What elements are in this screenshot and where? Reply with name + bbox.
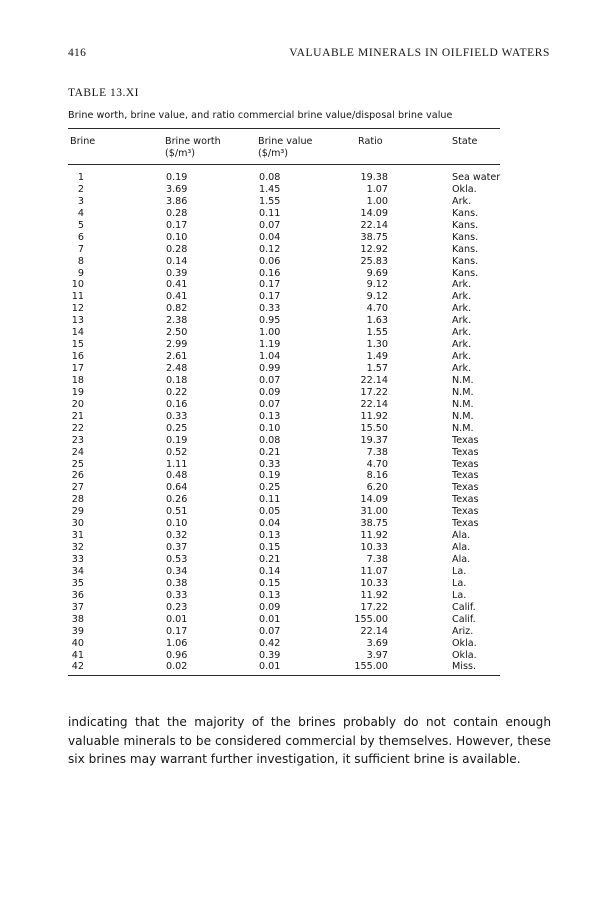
running-title: VALUABLE MINERALS IN OILFIELD WATERS: [289, 47, 550, 59]
column-header-ratio-label: Ratio: [358, 136, 383, 147]
table-bottom-rule: [68, 675, 500, 676]
cell-ratio: 3.97: [366, 649, 388, 661]
cell-ratio: 1.63: [366, 315, 388, 327]
cell-state: Texas: [452, 518, 479, 530]
cell-brine-number: 2: [77, 183, 84, 195]
cell-brine-number: 20: [71, 398, 84, 410]
cell-ratio: 3.69: [366, 637, 388, 649]
cell-brine-worth: 1.06: [166, 637, 188, 649]
cell-brine-value: 0.11: [259, 494, 281, 506]
cell-brine-number: 6: [77, 231, 84, 243]
cell-brine-value: 0.01: [259, 613, 281, 625]
cell-brine-number: 39: [71, 625, 84, 637]
cell-brine-value: 0.12: [259, 243, 281, 255]
table-row: [68, 256, 500, 268]
cell-state: N.M.: [452, 374, 474, 386]
cell-ratio: 11.07: [360, 565, 388, 577]
cell-brine-worth: 2.38: [166, 315, 188, 327]
cell-brine-value: 0.08: [259, 434, 281, 446]
table-row: [68, 399, 500, 411]
cell-brine-number: 24: [71, 446, 84, 458]
cell-brine-value: 1.19: [259, 339, 281, 351]
table-row: [68, 387, 500, 399]
cell-brine-worth: 0.38: [166, 577, 188, 589]
cell-brine-worth: 2.99: [166, 339, 188, 351]
table-row: [68, 220, 500, 232]
cell-ratio: 12.92: [360, 243, 388, 255]
cell-state: Ark.: [452, 291, 472, 303]
cell-brine-number: 22: [71, 422, 84, 434]
cell-state: Kans.: [452, 243, 479, 255]
table-row: [68, 566, 500, 578]
cell-brine-worth: 0.18: [166, 374, 188, 386]
cell-state: Ala.: [452, 542, 471, 554]
cell-ratio: 6.20: [366, 482, 388, 494]
cell-brine-number: 30: [71, 518, 84, 530]
cell-brine-worth: 0.33: [166, 410, 188, 422]
cell-brine-worth: 0.26: [166, 494, 188, 506]
cell-ratio: 1.07: [366, 183, 388, 195]
cell-brine-number: 27: [71, 482, 84, 494]
cell-ratio: 31.00: [360, 506, 388, 518]
cell-state: Ala.: [452, 530, 471, 542]
cell-brine-value: 0.21: [259, 554, 281, 565]
cell-state: Ariz.: [452, 625, 474, 637]
cell-ratio: 11.92: [360, 530, 388, 542]
cell-brine-value: 1.55: [259, 195, 281, 207]
cell-ratio: 9.69: [366, 267, 388, 279]
cell-brine-value: 0.42: [259, 637, 281, 649]
cell-brine-value: 0.01: [259, 661, 281, 673]
cell-state: N.M.: [452, 422, 474, 434]
cell-ratio: 1.55: [366, 327, 388, 339]
cell-brine-worth: 0.19: [166, 434, 188, 446]
cell-brine-worth: 0.10: [166, 231, 188, 243]
cell-brine-value: 0.16: [259, 267, 281, 279]
cell-state: La.: [452, 589, 467, 601]
table-row: [68, 268, 500, 280]
cell-brine-number: 11: [71, 291, 84, 303]
cell-brine-number: 21: [71, 410, 84, 422]
cell-brine-value: 0.17: [259, 291, 281, 303]
cell-state: Ark.: [452, 303, 472, 315]
cell-brine-value: 1.00: [259, 327, 281, 339]
cell-brine-number: 28: [71, 494, 84, 506]
table-row: [68, 470, 500, 482]
cell-brine-worth: 0.34: [166, 565, 188, 577]
cell-ratio: 15.50: [360, 422, 388, 434]
table-row: [68, 459, 500, 471]
cell-brine-number: 19: [71, 386, 84, 398]
cell-brine-worth: 0.48: [166, 470, 188, 482]
column-header-state-label: State: [452, 136, 478, 147]
cell-ratio: 9.12: [366, 291, 388, 303]
cell-brine-number: 42: [71, 661, 84, 673]
cell-brine-worth: 0.23: [166, 601, 188, 613]
cell-brine-value: 0.07: [259, 625, 281, 637]
cell-brine-worth: 2.61: [166, 351, 188, 363]
cell-brine-value: 0.21: [259, 446, 281, 458]
table-row: [68, 530, 500, 542]
cell-brine-worth: 0.17: [166, 219, 188, 231]
cell-state: Texas: [452, 434, 479, 446]
cell-state: Ark.: [452, 279, 472, 291]
table-row: [68, 351, 500, 363]
cell-brine-worth: 0.01: [166, 613, 188, 625]
cell-ratio: 1.57: [366, 363, 388, 374]
cell-brine-number: 31: [71, 530, 84, 542]
table-row: [68, 506, 500, 518]
cell-state: Texas: [452, 494, 479, 506]
cell-brine-number: 10: [71, 279, 84, 291]
cell-brine-value: 0.14: [259, 565, 281, 577]
cell-brine-number: 25: [71, 458, 84, 470]
table-row: [68, 590, 500, 602]
cell-ratio: 7.38: [366, 554, 388, 565]
table-row: [68, 482, 500, 494]
cell-brine-worth: 0.16: [166, 398, 188, 410]
cell-brine-number: 17: [71, 363, 84, 374]
cell-brine-number: 7: [77, 243, 84, 255]
cell-brine-number: 32: [71, 542, 84, 554]
cell-brine-value: 0.95: [259, 315, 281, 327]
table-row: [68, 339, 500, 351]
cell-state: Texas: [452, 506, 479, 518]
cell-brine-worth: 0.32: [166, 530, 188, 542]
cell-ratio: 4.70: [366, 303, 388, 315]
cell-state: Calif.: [452, 613, 476, 625]
cell-state: Kans.: [452, 231, 479, 243]
cell-brine-worth: 0.22: [166, 386, 188, 398]
table-row: [68, 661, 500, 673]
cell-brine-value: 0.04: [259, 231, 281, 243]
cell-brine-worth: 0.53: [166, 554, 188, 565]
cell-brine-value: 0.25: [259, 482, 281, 494]
cell-brine-worth: 3.86: [166, 195, 188, 207]
cell-ratio: 22.14: [360, 625, 388, 637]
cell-brine-worth: 0.28: [166, 243, 188, 255]
cell-state: Okla.: [452, 183, 477, 195]
table-row: [68, 435, 500, 447]
cell-brine-number: 37: [71, 601, 84, 613]
table-caption: Brine worth, brine value, and ratio commercial brine value/disposal brine value: [68, 110, 453, 121]
cell-brine-number: 35: [71, 577, 84, 589]
table-row: [68, 363, 500, 375]
table-row: [68, 375, 500, 387]
cell-brine-value: 0.10: [259, 422, 281, 434]
cell-brine-worth: 3.69: [166, 183, 188, 195]
cell-ratio: 9.12: [366, 279, 388, 291]
cell-brine-number: 38: [71, 613, 84, 625]
cell-state: Ark.: [452, 339, 472, 351]
cell-brine-worth: 0.82: [166, 303, 188, 315]
table-row: [68, 518, 500, 530]
table-label: TABLE 13.XI: [68, 87, 140, 99]
cell-state: La.: [452, 577, 467, 589]
table-row: [68, 542, 500, 554]
cell-state: Kans.: [452, 255, 479, 267]
cell-brine-number: 12: [71, 303, 84, 315]
cell-brine-number: 41: [71, 649, 84, 661]
cell-brine-number: 5: [77, 219, 84, 231]
cell-brine-value: 0.05: [259, 506, 281, 518]
cell-ratio: 19.37: [360, 434, 388, 446]
cell-ratio: 7.38: [366, 446, 388, 458]
cell-brine-number: 9: [77, 267, 84, 279]
cell-brine-value: 1.45: [259, 183, 281, 195]
cell-brine-worth: 0.41: [166, 291, 188, 303]
cell-state: Ark.: [452, 327, 472, 339]
cell-brine-value: 0.04: [259, 518, 281, 530]
table-row: [68, 303, 500, 315]
cell-state: N.M.: [452, 398, 474, 410]
cell-brine-value: 0.15: [259, 577, 281, 589]
cell-ratio: 4.70: [366, 458, 388, 470]
cell-ratio: 22.14: [360, 374, 388, 386]
cell-brine-worth: 0.51: [166, 506, 188, 518]
cell-brine-worth: 0.14: [166, 255, 188, 267]
body-paragraph: indicating that the majority of the brines probably do not contain enough valuable minerals to be considered commercial by themselves. However, these six brines may warrant further investigation, it sufficient brine is available.: [68, 715, 551, 766]
cell-state: Calif.: [452, 601, 476, 613]
cell-brine-value: 0.39: [259, 649, 281, 661]
table-row: [68, 327, 500, 339]
table-row: [68, 208, 500, 220]
cell-ratio: 155.00: [354, 613, 388, 625]
cell-brine-number: 14: [71, 327, 84, 339]
cell-state: La.: [452, 565, 467, 577]
cell-brine-value: 0.19: [259, 470, 281, 482]
cell-ratio: 1.00: [366, 195, 388, 207]
cell-state: N.M.: [452, 386, 474, 398]
cell-brine-worth: 0.33: [166, 589, 188, 601]
table-row: [68, 554, 500, 566]
cell-state: Sea water: [452, 172, 501, 183]
cell-ratio: 25.83: [360, 255, 388, 267]
cell-brine-worth: 0.96: [166, 649, 188, 661]
column-header-brine-value-unit: ($/m³): [258, 148, 289, 159]
table-row: [68, 423, 500, 435]
cell-state: Texas: [452, 482, 479, 494]
cell-brine-value: 0.07: [259, 374, 281, 386]
cell-brine-number: 16: [71, 351, 84, 363]
cell-state: Texas: [452, 446, 479, 458]
table-row: [68, 184, 500, 196]
table-body: [68, 172, 500, 673]
cell-state: Miss.: [452, 661, 476, 673]
table-row: [68, 650, 500, 662]
table-row: [68, 315, 500, 327]
cell-brine-value: 0.33: [259, 458, 281, 470]
cell-brine-worth: 0.10: [166, 518, 188, 530]
cell-brine-value: 0.07: [259, 219, 281, 231]
cell-brine-number: 29: [71, 506, 84, 518]
cell-ratio: 17.22: [360, 601, 388, 613]
cell-brine-worth: 2.48: [166, 363, 188, 374]
table-row: [68, 244, 500, 256]
column-header-ratio: [358, 136, 383, 148]
cell-brine-number: 15: [71, 339, 84, 351]
cell-brine-number: 40: [71, 637, 84, 649]
cell-state: Okla.: [452, 649, 477, 661]
cell-state: Ala.: [452, 554, 471, 565]
cell-ratio: 38.75: [360, 231, 388, 243]
table-row: [68, 447, 500, 459]
cell-brine-value: 0.17: [259, 279, 281, 291]
cell-brine-number: 26: [71, 470, 84, 482]
cell-brine-number: 13: [71, 315, 84, 327]
column-header-state: [452, 136, 477, 148]
cell-brine-value: 0.09: [259, 386, 281, 398]
cell-brine-value: 1.04: [259, 351, 281, 363]
cell-ratio: 8.16: [366, 470, 388, 482]
column-header-brine-worth: [165, 136, 221, 160]
cell-ratio: 1.49: [366, 351, 388, 363]
table-row: [68, 602, 500, 614]
cell-state: Ark.: [452, 363, 472, 374]
cell-state: Texas: [452, 458, 479, 470]
cell-brine-worth: 1.11: [166, 458, 188, 470]
cell-brine-number: 33: [71, 554, 84, 565]
cell-brine-number: 34: [71, 565, 84, 577]
cell-ratio: 22.14: [360, 219, 388, 231]
cell-state: Ark.: [452, 351, 472, 363]
table-row: [68, 279, 500, 291]
cell-brine-worth: 2.50: [166, 327, 188, 339]
cell-ratio: 10.33: [360, 542, 388, 554]
cell-brine-value: 0.07: [259, 398, 281, 410]
cell-state: N.M.: [452, 410, 474, 422]
column-header-brine-worth-unit: ($/m³): [165, 148, 196, 159]
cell-brine-worth: 0.64: [166, 482, 188, 494]
column-header-brine-worth-label: Brine worth: [165, 136, 221, 147]
table-row: [68, 172, 500, 184]
cell-brine-value: 0.13: [259, 589, 281, 601]
cell-ratio: 1.30: [366, 339, 388, 351]
cell-state: Kans.: [452, 207, 479, 219]
cell-brine-value: 0.09: [259, 601, 281, 613]
cell-brine-value: 0.11: [259, 207, 281, 219]
cell-brine-value: 0.15: [259, 542, 281, 554]
cell-brine-worth: 0.25: [166, 422, 188, 434]
table-header-row: [68, 136, 500, 164]
cell-brine-worth: 0.19: [166, 172, 188, 183]
table-row: [68, 291, 500, 303]
column-header-brine-value: [258, 136, 312, 160]
cell-brine-number: 8: [77, 255, 84, 267]
cell-ratio: 19.38: [360, 172, 388, 183]
cell-state: Kans.: [452, 219, 479, 231]
cell-ratio: 14.09: [360, 494, 388, 506]
cell-brine-worth: 0.39: [166, 267, 188, 279]
cell-ratio: 11.92: [360, 589, 388, 601]
cell-brine-value: 0.13: [259, 410, 281, 422]
cell-brine-worth: 0.17: [166, 625, 188, 637]
cell-brine-number: 36: [71, 589, 84, 601]
cell-state: Texas: [452, 470, 479, 482]
cell-brine-value: 0.99: [259, 363, 281, 374]
table-row: [68, 196, 500, 208]
cell-brine-number: 18: [71, 374, 84, 386]
table-row: [68, 614, 500, 626]
page-number: 416: [68, 47, 87, 59]
cell-brine-value: 0.08: [259, 172, 281, 183]
table-row: [68, 626, 500, 638]
cell-state: Ark.: [452, 195, 472, 207]
table-top-rule: [68, 128, 500, 129]
cell-ratio: 11.92: [360, 410, 388, 422]
cell-brine-worth: 0.28: [166, 207, 188, 219]
column-header-brine: [70, 136, 95, 148]
cell-ratio: 155.00: [354, 661, 388, 673]
table-row: [68, 578, 500, 590]
cell-brine-number: 23: [71, 434, 84, 446]
cell-ratio: 10.33: [360, 577, 388, 589]
cell-brine-value: 0.06: [259, 255, 281, 267]
table-row: [68, 638, 500, 650]
cell-state: Ark.: [452, 315, 472, 327]
column-header-brine-label: Brine: [70, 136, 96, 147]
table-row: [68, 232, 500, 244]
cell-brine-worth: 0.41: [166, 279, 188, 291]
cell-ratio: 17.22: [360, 386, 388, 398]
table-header-rule: [68, 164, 500, 165]
cell-ratio: 38.75: [360, 518, 388, 530]
cell-brine-value: 0.33: [259, 303, 281, 315]
table-row: [68, 494, 500, 506]
cell-brine-number: 1: [77, 172, 84, 183]
table-row: [68, 411, 500, 423]
cell-state: Okla.: [452, 637, 477, 649]
cell-brine-value: 0.13: [259, 530, 281, 542]
column-header-brine-value-label: Brine value: [258, 136, 313, 147]
cell-ratio: 14.09: [360, 207, 388, 219]
cell-brine-number: 3: [77, 195, 84, 207]
cell-brine-worth: 0.02: [166, 661, 188, 673]
cell-ratio: 22.14: [360, 398, 388, 410]
cell-brine-worth: 0.37: [166, 542, 188, 554]
cell-brine-worth: 0.52: [166, 446, 188, 458]
cell-brine-number: 4: [77, 207, 84, 219]
cell-state: Kans.: [452, 267, 479, 279]
